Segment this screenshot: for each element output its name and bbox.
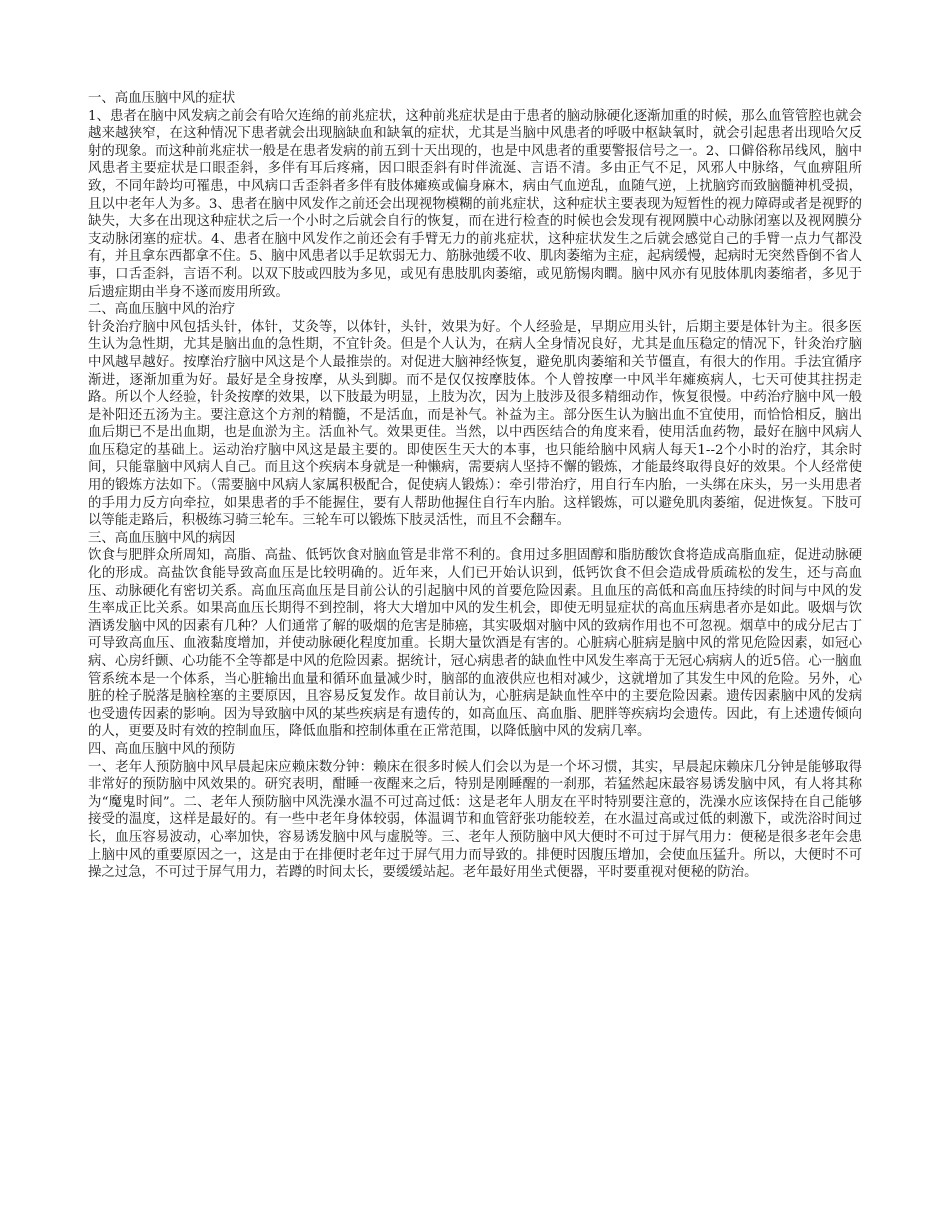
section-symptoms <box>88 90 862 301</box>
section-paragraph: 一、老年人预防脑中风早晨起床应赖床数分钟：赖床在很多时候人们会以为是一个坏习惯，其实，早晨起床赖床几分钟是能够取得非常好的预防脑中风效果的。研究表明，酣睡一夜醒来之后，特别是刚睡醒的一刹那，若猛然起床最容易诱发脑中风，有人将其称为“魔鬼时间”。二、老年人预防脑中风洗澡水温不可过高过低：这是老年人朋友在平时特别要注意的，洗澡水应该保持在自己能够接受的温度，这样是最好的。有一些中老年身体较弱，体温调节和血管舒张功能较差，在水温过高或过低的刺激下，或洗浴时间过长，血压容易波动，心率加快，容易诱发脑中风与虚脱等。三、老年人预防脑中风大便时不可过于屏气用力：便秘是很多老年会患上脑中风的重要原因之一，这是由于在排便时老年过于屏气用力而导致的。排便时因腹压增加，会使血压猛升。所以，大便时不可操之过急，不可过于屏气用力，若蹲的时间太长，要缓缓站起。老年最好用坐式便器，平时要重视对便秘的防治。 <box>88 759 862 881</box>
document-page <box>88 90 862 882</box>
section-paragraph: 针灸治疗脑中风包括头针，体针，艾灸等，以体针，头针，效果为好。个人经验是，早期应用头针，后期主要是体针为主。很多医生认为急性期，尤其是脑出血的急性期，不宜针灸。但是个人认为，在病人全身情况良好，尤其是血压稳定的情况下，针灸治疗脑中风越早越好。按摩治疗脑中风这是个人最推崇的。对促进大脑神经恢复，避免肌肉萎缩和关节僵直，有很大的作用。手法宜循序渐进，逐渐加重为好。最好是全身按摩，从头到脚。而不是仅仅按摩肢体。个人曾按摩一中风半年瘫痪病人，七天可使其拄拐走路。所以个人经验，针灸按摩的效果，以下肢最为明显，上肢为次，因为上肢涉及很多精细动作，恢复很慢。中药治疗脑中风一般是补阳还五汤为主。要注意这个方剂的精髓，不是活血，而是补气。补益为主。部分医生认为脑出血不宜使用，而恰恰相反，脑出血后期已不是出血期，也是血淤为主。活血补气。效果更佳。当然，以中西医结合的角度来看，使用活血药物，最好在脑中风病人血压稳定的基础上。运动治疗脑中风这是最主要的。即使医生天大的本事，也只能给脑中风病人每天1--2个小时的治疗，其余时间，只能靠脑中风病人自己。而且这个疾病本身就是一种懒病，需要病人坚持不懈的锻炼，才能最终取得良好的效果。个人经常使用的锻炼方法如下。（需要脑中风病人家属积极配合，促使病人锻炼）：牵引带治疗，用自行车内胎，一头绑在床头，另一头用患者的手用力反方向牵拉，如果患者的手不能握住，要有人帮助他握住自行车内胎。这样锻炼，可以避免肌肉萎缩，促进恢复。下肢可以等能走路后，积极练习骑三轮车。三轮车可以锻炼下肢灵活性，而且不会翻车。 <box>88 319 862 529</box>
section-causes <box>88 530 862 741</box>
section-prevention <box>88 741 862 882</box>
section-heading: 四、高血压脑中风的预防 <box>88 741 236 757</box>
section-heading: 一、高血压脑中风的症状 <box>88 91 236 106</box>
section-paragraph: 1、患者在脑中风发病之前会有哈欠连绵的前兆症状，这种前兆症状是由于患者的脑动脉硬化逐渐加重的时候，那么血管管腔也就会越来越狭窄，在这种情况下患者就会出现脑缺血和缺氧的症状，尤其是当脑中风患者的呼吸中枢缺氧时，就会引起患者出现哈欠反射的现象。而这种前兆症状一般是在患者发病的前五到十天出现的，也是中风患者的重要警报信号之一。2、口僻俗称吊线风，脑中风患者主要症状是口眼歪斜，多伴有耳后疼痛，因口眼歪斜有时伴流涎、言语不清。多由正气不足，风邪人中脉络，气血痹阻所致，不同年龄均可罹患，中风病口舌歪斜者多伴有肢体瘫痪或偏身麻木，病由气血逆乱，血随气逆，上扰脑窍而致脑髓神机受损，且以中老年人为多。3、患者在脑中风发作之前还会出现视物模糊的前兆症状，这种症状主要表现为短暂性的视力障碍或者是视野的缺失，大多在出现这种症状之后一个小时之后就会自行的恢复，而在进行检查的时候也会发现有视网膜中心动脉闭塞以及视网膜分支动脉闭塞的症状。4、患者在脑中风发作之前还会有手臂无力的前兆症状，这种症状发生之后就会感觉自己的手臂一点力气都没有，并且拿东西都拿不住。5、脑中风患者以手足软弱无力、筋脉弛缓不收、肌肉萎缩为主症，起病缓慢，起病时无突然昏倒不省人事，口舌歪斜，言语不利。以双下肢或四肢为多见，或见有患肢肌肉萎缩，或见筋惕肉瞤。脑中风亦有见肢体肌肉萎缩者，多见于后遗症期由半身不遂而废用所致。 <box>88 108 862 300</box>
section-treatment <box>88 301 862 530</box>
section-heading: 三、高血压脑中风的病因 <box>88 530 236 546</box>
section-paragraph: 饮食与肥胖众所周知，高脂、高盐、低钙饮食对脑血管是非常不利的。食用过多胆固醇和脂肪酸饮食将造成高脂血症，促进动脉硬化的形成。高盐饮食能导致高血压是比较明确的。近年来，人们已开始认识到，低钙饮食不但会造成骨质疏松的发生，还与高血压、动脉硬化有密切关系。高血压高血压是目前公认的引起脑中风的首要危险因素。且血压的高低和高血压持续的时间与中风的发生率成正比关系。如果高血压长期得不到控制，将大大增加中风的发生机会，即使无明显症状的高血压病患者亦是如此。吸烟与饮酒诱发脑中风的因素有几种？人们通常了解的吸烟的危害是肺癌，其实吸烟对脑中风的致病作用也不可忽视。烟草中的成分尼古丁可导致高血压、血液黏度增加，并使动脉硬化程度加重。长期大量饮酒是有害的。心脏病心脏病是脑中风的常见危险因素，如冠心病、心房纤颤、心功能不全等都是中风的危险因素。据统计，冠心病患者的缺血性中风发生率高于无冠心病病人的近5倍。心一脑血管系统本是一个体系，当心脏输出血量和循环血量减少时，脑部的血液供应也相对减少，这就增加了其发生中风的危险。另外，心脏的栓子脱落是脑栓塞的主要原因，且容易反复发作。故目前认为，心脏病是缺血性卒中的主要危险因素。遗传因素脑中风的发病也受遗传因素的影响。因为导致脑中风的某些疾病是有遗传的，如高血压、高血脂、肥胖等疾病均会遗传。因此，有上述遗传倾向的人，更要及时有效的控制血压，降低血脂和控制体重在正常范围，以降低脑中风的发病几率。 <box>88 548 862 740</box>
section-heading: 二、高血压脑中风的治疗 <box>88 302 236 318</box>
